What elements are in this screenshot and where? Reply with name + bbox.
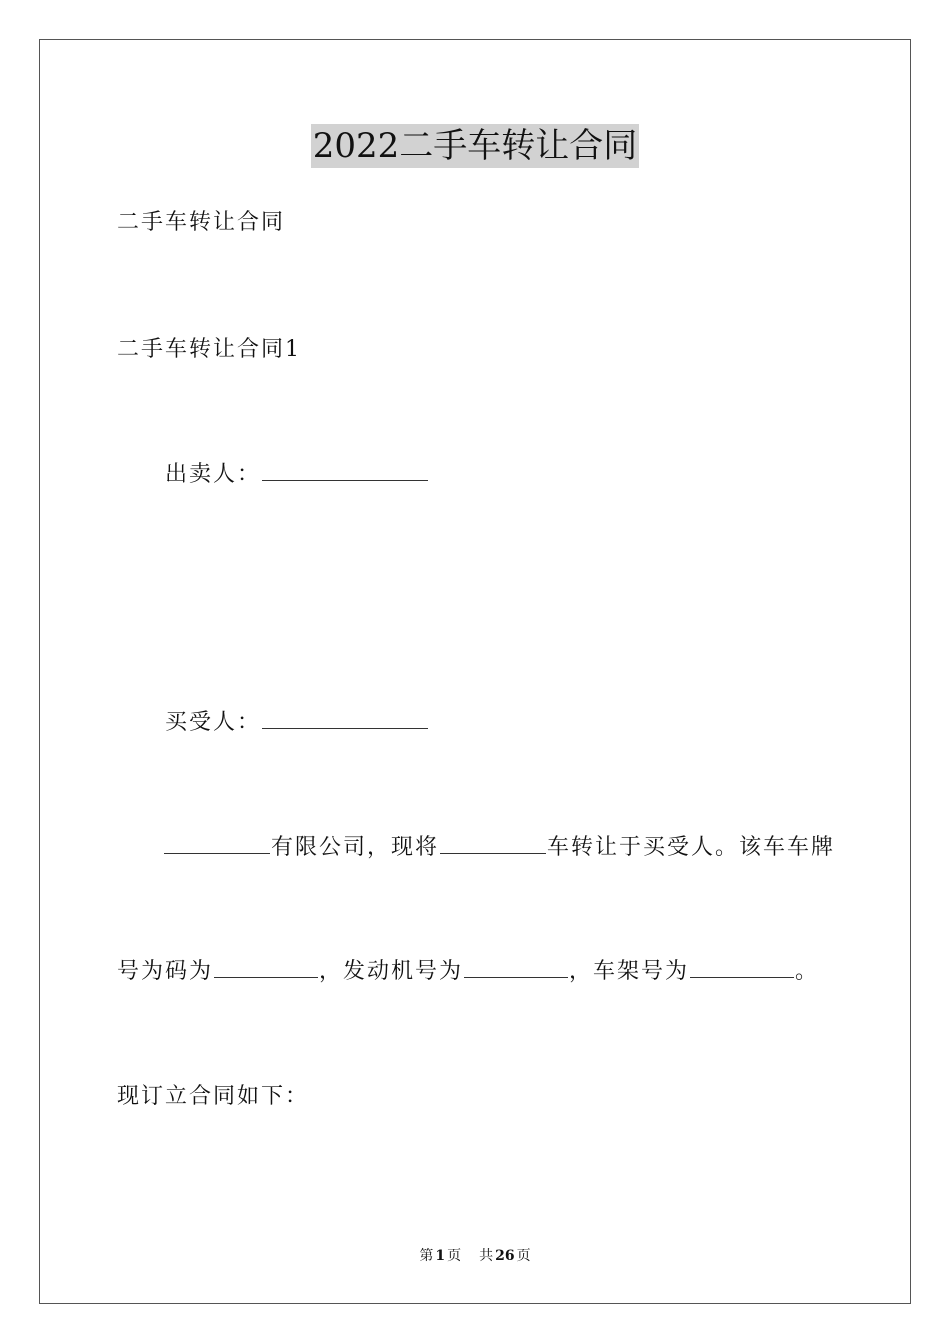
buyer-line bbox=[165, 708, 429, 738]
page-number: 1 bbox=[435, 1248, 446, 1264]
section-heading: 二手车转让合同1 bbox=[117, 337, 301, 362]
page-suffix: 页 bbox=[447, 1248, 462, 1264]
total-pages: 26 bbox=[495, 1248, 515, 1264]
buyer-label: 买受人： bbox=[165, 710, 262, 735]
document-subtitle: 二手车转让合同 bbox=[117, 210, 286, 235]
paragraph-2-text-c: ，车架号为 bbox=[569, 959, 690, 984]
seller-line bbox=[165, 460, 429, 490]
intro-clause: 现订立合同如下： bbox=[117, 1084, 310, 1109]
seller-label: 出卖人： bbox=[165, 462, 262, 487]
vehicle-blank[interactable] bbox=[440, 833, 546, 854]
paragraph-2 bbox=[117, 957, 819, 987]
frame-number-blank[interactable] bbox=[690, 957, 794, 978]
paragraph-2-text-d: 。 bbox=[795, 959, 820, 984]
page-prefix: 第 bbox=[419, 1248, 434, 1264]
paragraph-1 bbox=[163, 833, 835, 863]
paragraph-2-text-b: ，发动机号为 bbox=[319, 959, 464, 984]
paragraph-1-text-b: 车转让于买受人。该车车牌 bbox=[547, 835, 836, 860]
company-blank[interactable] bbox=[164, 833, 270, 854]
buyer-blank[interactable] bbox=[262, 708, 428, 729]
engine-number-blank[interactable] bbox=[464, 957, 568, 978]
total-suffix: 页 bbox=[516, 1248, 531, 1264]
paragraph-2-text-a: 号为码为 bbox=[117, 959, 214, 984]
title-container bbox=[0, 124, 950, 168]
total-prefix: 共 bbox=[479, 1248, 494, 1264]
page-footer bbox=[0, 1246, 950, 1266]
seller-blank[interactable] bbox=[262, 460, 428, 481]
paragraph-1-text-a: 有限公司，现将 bbox=[271, 835, 440, 860]
document-title: 2022二手车转让合同 bbox=[312, 126, 638, 166]
plate-number-blank[interactable] bbox=[214, 957, 318, 978]
